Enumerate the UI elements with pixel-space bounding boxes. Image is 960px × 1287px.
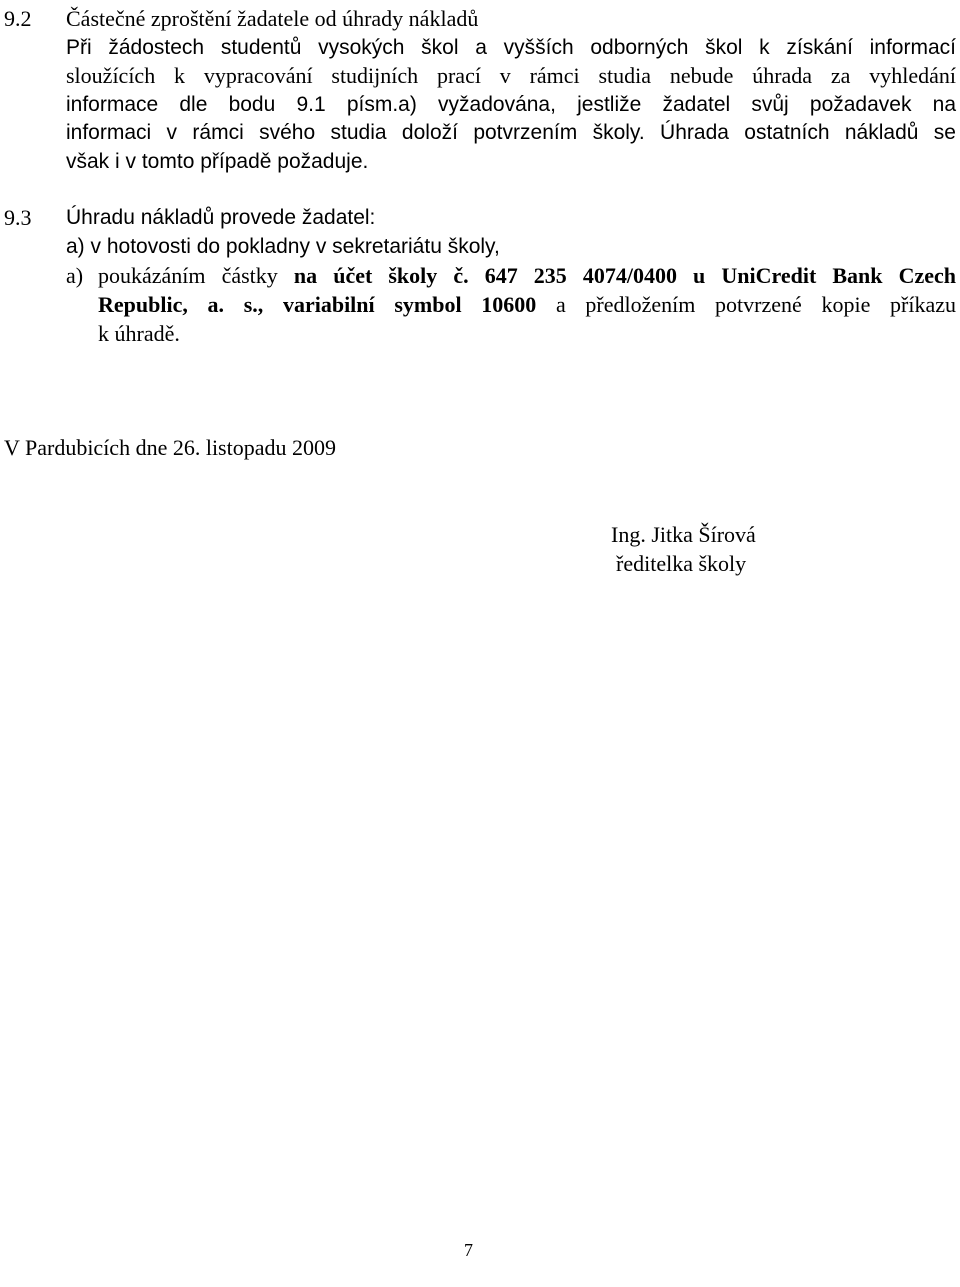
list-item-a-cash: a) v hotovosti do pokladny v sekretariátu školy, [66,235,500,258]
list-item-a-transfer-line-3: k úhradě. [98,321,180,346]
place-date: V Pardubicích dne 26. listopadu 2009 [4,435,336,460]
variable-symbol: Republic, a. s., variabilní symbol 10600 [98,292,537,317]
section-number-9-3: 9.3 [4,205,32,230]
transfer-text: poukázáním částky [98,263,294,288]
signature-name: Ing. Jitka Šírová [611,522,756,547]
paragraph-line-4: informaci v rámci svého studia doloží potvrzením školy. Úhrada ostatních nákladů se [66,121,956,144]
list-item-a-marker: a) [66,263,84,288]
transfer-text-continued: a předložením potvrzené kopie příkazu [536,292,956,317]
account-details: na účet školy č. 647 235 4074/0400 u UniCredit Bank Czech [293,263,956,288]
page-number: 7 [464,1240,473,1260]
paragraph-line-3: informace dle bodu 9.1 písm.a) vyžadována, jestliže žadatel svůj požadavek na [66,93,956,116]
list-item-a-transfer-line-1 [98,261,956,290]
paragraph-line-1: Při žádostech studentů vysokých škol a vyšších odborných škol k získání informací [66,36,956,59]
list-item-a-transfer-line-2 [98,290,956,319]
paragraph-line-2: sloužících k vypracování studijních prací v rámci studia nebude úhrada za vyhledání [66,63,956,88]
paragraph-line-5: však i v tomto případě požaduje. [66,150,369,173]
section-title-9-2: Částečné zproštění žadatele od úhrady nákladů [66,6,479,31]
section-number-9-2: 9.2 [4,6,32,31]
section-title-9-3: Úhradu nákladů provede žadatel: [66,206,376,229]
signature-role: ředitelka školy [616,551,747,576]
